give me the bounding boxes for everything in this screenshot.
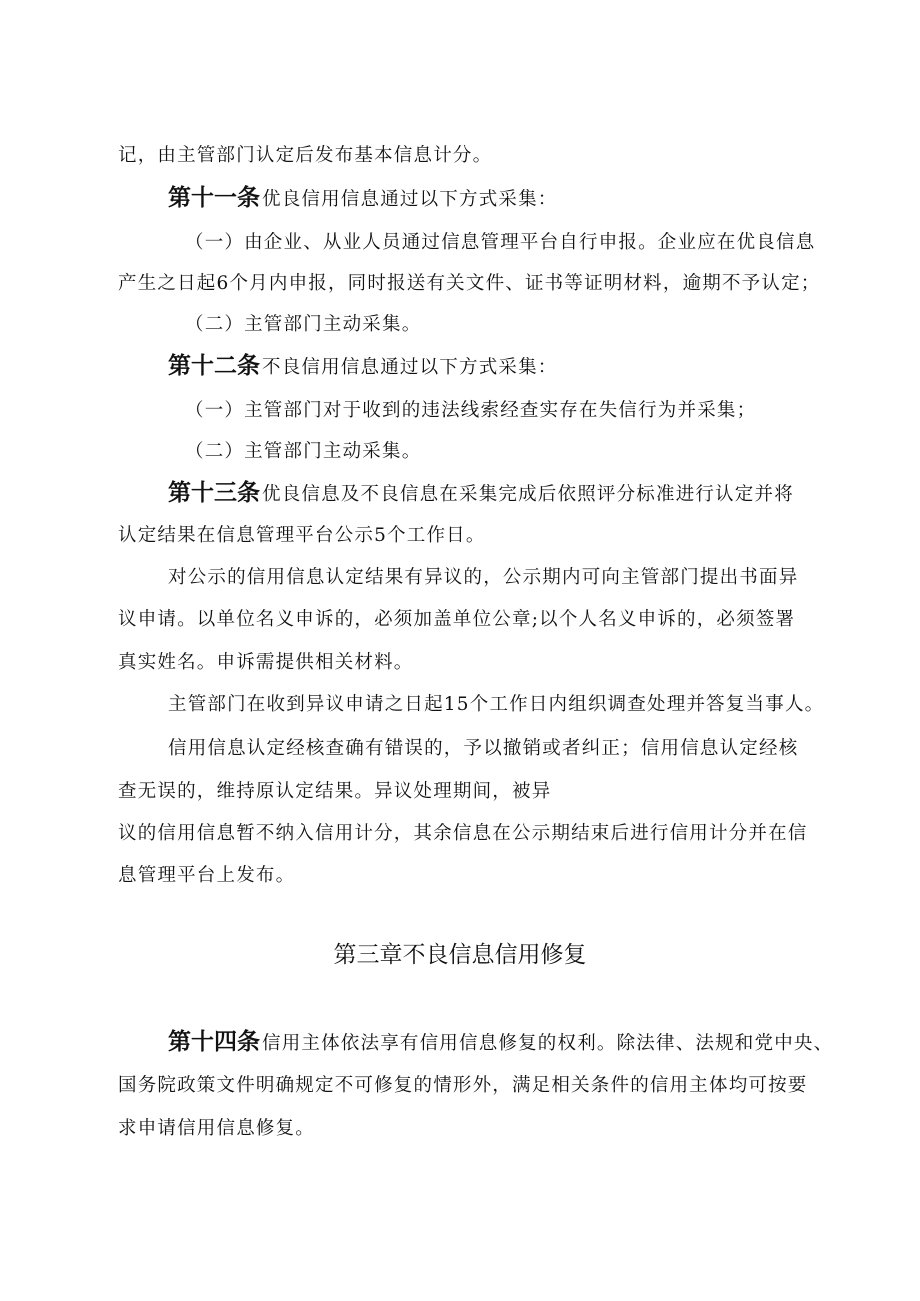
paragraph-line: 不良信用信息通过以下方式采集： <box>262 357 558 378</box>
paragraph-line: （一）主管部门对于收到的违法线索经查实存在失信行为并采集； <box>185 400 757 421</box>
paragraph-line: 议申请。以单位名义申诉的，必须加盖单位公章;以个人名义申诉的，必须签署 <box>118 609 796 630</box>
paragraph-line: （二）主管部门主动采集。 <box>185 441 422 462</box>
article-11 <box>168 186 558 212</box>
article-heading: 第十一条 <box>168 185 260 211</box>
paragraph-line: 对公示的信用信息认定结果有异议的，公示期内可向主管部门提出书面异 <box>168 567 799 588</box>
paragraph-line: 议的信用信息暂不纳入信用计分，其余信息在公示期结束后进行信用计分并在信 <box>118 823 808 844</box>
paragraph-line: 优良信用信息通过以下方式采集： <box>262 189 558 210</box>
article-13 <box>168 481 794 507</box>
paragraph-line: （一）由企业、从业人员通过信息管理平台自行申报。企业应在优良信息 <box>185 232 816 253</box>
chapter-title: 第三章不良信息信用修复 <box>333 942 587 968</box>
article-heading: 第十四条 <box>168 1029 260 1055</box>
paragraph-line: 信用主体依法享有信用信息修复的权利。除法律、法规和党中央、 <box>262 1033 834 1054</box>
paragraph-line: 主管部门在收到异议申请之日起15个工作日内组织调查处理并答复当事人。 <box>168 694 825 715</box>
paragraph-line: 产生之日起6个月内申报，同时报送有关文件、证书等证明材料，逾期不予认定； <box>118 273 821 294</box>
paragraph-line: 息管理平台上发布。 <box>118 865 296 886</box>
article-14 <box>168 1030 833 1056</box>
paragraph-line: （二）主管部门主动采集。 <box>185 314 422 335</box>
article-12 <box>168 354 558 380</box>
paragraph-line: 求申请信用信息修复。 <box>118 1118 316 1139</box>
paragraph-line: 记，由主管部门认定后发布基本信息计分。 <box>118 145 493 166</box>
paragraph-line: 查无误的，维持原认定结果。异议处理期间，被异 <box>118 781 552 802</box>
paragraph-line: 信用信息认定经核查确有错误的，予以撤销或者纠正；信用信息认定经核 <box>168 738 799 759</box>
paragraph-line: 国务院政策文件明确规定不可修复的情形外，满足相关条件的信用主体均可按要 <box>118 1075 808 1096</box>
article-heading: 第十二条 <box>168 353 260 379</box>
paragraph-line: 真实姓名。申诉需提供相关材料。 <box>118 652 414 673</box>
article-heading: 第十三条 <box>168 480 260 506</box>
paragraph-line: 认定结果在信息管理平台公示5个工作日。 <box>118 525 486 546</box>
paragraph-line: 优良信息及不良信息在采集完成后依照评分标准进行认定并将 <box>262 484 794 505</box>
